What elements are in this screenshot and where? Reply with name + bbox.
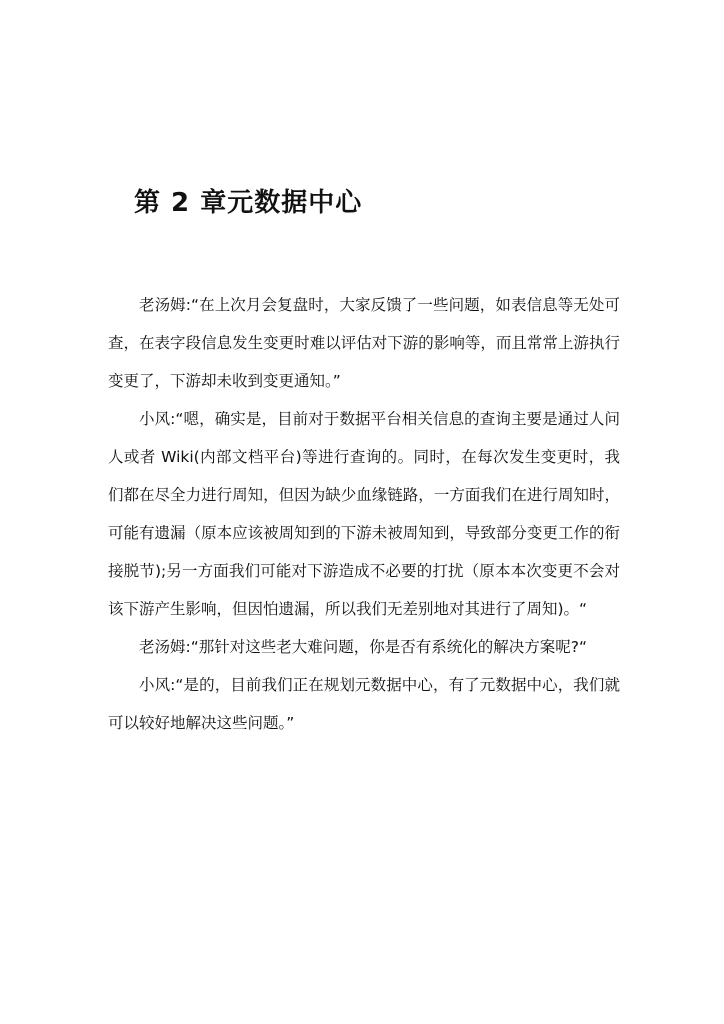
paragraph-xiaofeng-answer: 小风:“嗯，确实是，目前对于数据平台相关信息的查询主要是通过人问人或者 Wiki(内部文档平台)等进行查询的。同时，在每次发生变更时，我们都在尽全力进行周知，但因为缺少血缘链路，一方面我们在进行周知时，可能有遗漏（原本应该被周知到的下游未被周知到，导致部分变更工作的衔接脱节);另一方面我们可能对下游造成不必要的打扰（原本本次变更不会对该下游产生影响，但因怕遗漏，所以我们无差别地对其进行了周知)。“ — [108, 410, 620, 618]
chapter-title: 第 2 章元数据中心 — [134, 188, 363, 218]
body-text — [108, 286, 620, 742]
paragraph-tom-followup: 老汤姆:“那针对这些老大难问题，你是否有系统化的解决方案呢?“ — [139, 638, 588, 656]
paragraph-xiaofeng-plan: 小风:“是的，目前我们正在规划元数据中心，有了元数据中心，我们就可以较好地解决这些问题。” — [108, 676, 620, 732]
paragraph-tom-question: 老汤姆:“在上次月会复盘时，大家反馈了一些问题，如表信息等无处可查，在表字段信息发生变更时难以评估对下游的影响等，而且常常上游执行变更了，下游却未收到变更通知。” — [108, 296, 620, 390]
